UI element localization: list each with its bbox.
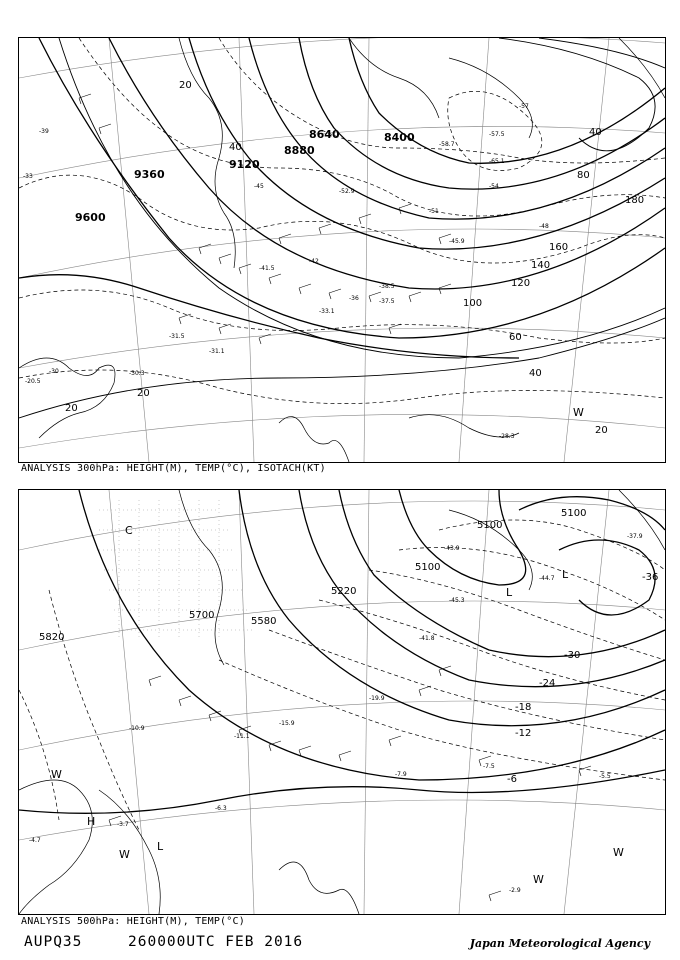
station-value-4: -33.1 <box>319 308 335 315</box>
temp-label-57: -57 <box>519 103 529 110</box>
temp-label-18: -18 <box>515 702 532 713</box>
height-label-5700: 5700 <box>189 610 215 621</box>
station-value-16: -44.7 <box>539 575 555 582</box>
temp-label-30: -30 <box>49 368 59 375</box>
height-label-9120: 9120 <box>229 158 260 171</box>
station-value-13: -28.3 <box>499 433 515 440</box>
station-value-4: -45.3 <box>449 597 465 604</box>
agency-name: Japan Meteorological Agency <box>469 937 650 950</box>
isotach-label-180: 180 <box>625 195 645 206</box>
height-contours-300 <box>19 38 665 358</box>
station-value-7: -45.9 <box>449 238 465 245</box>
station-value-6: -5.5 <box>599 773 611 780</box>
height-label-5100a: 5100 <box>415 562 441 573</box>
temp-label-30: -30 <box>564 650 581 661</box>
temp-label-6: -6 <box>507 774 517 785</box>
station-value-1: -11.1 <box>234 733 250 740</box>
temp-label-33: -33 <box>23 173 33 180</box>
isotach-label-20b: 20 <box>65 403 78 414</box>
height-label-8880: 8880 <box>284 144 315 157</box>
isotach-label-120: 120 <box>511 278 531 289</box>
station-value-6: -41.5 <box>259 265 275 272</box>
temp-label-42: -42 <box>309 258 319 265</box>
station-value-9: -6.3 <box>215 805 227 812</box>
isotachs-300 <box>19 38 665 418</box>
temp-label-39: -39 <box>39 128 49 135</box>
station-value-10: -58.7 <box>439 141 455 148</box>
map-300hpa <box>18 37 666 463</box>
map-symbol-w-3: W <box>613 846 624 859</box>
height-label-9600: 9600 <box>75 211 106 224</box>
map-symbol-h: H <box>87 815 96 828</box>
map-symbol-l-1: L <box>562 568 569 581</box>
station-value-5: -37.5 <box>379 298 395 305</box>
station-value-8: -2.9 <box>509 887 521 894</box>
isotach-label-100: 100 <box>463 298 483 309</box>
station-value-8: -57.5 <box>489 131 505 138</box>
station-value-14: -43.9 <box>444 545 460 552</box>
coastlines <box>19 38 665 462</box>
station-value-12: -10.9 <box>129 725 145 732</box>
station-value-14: -20.5 <box>25 378 41 385</box>
hatched-region-500 <box>99 500 254 640</box>
height-label-9360: 9360 <box>134 168 165 181</box>
isotach-label-40c: 40 <box>589 127 602 138</box>
map-500hpa <box>18 489 666 915</box>
temp-label-12: -12 <box>515 728 532 739</box>
station-value-11: -4.7 <box>29 837 41 844</box>
station-value-2: -15.9 <box>279 720 295 727</box>
height-label-8640: 8640 <box>309 128 340 141</box>
station-value-11: -38.5 <box>379 283 395 290</box>
station-value-5: -7.5 <box>483 763 495 770</box>
map-500hpa-canvas <box>19 490 665 914</box>
station-value-15: -37.9 <box>627 533 643 540</box>
height-label-5580: 5580 <box>251 616 277 627</box>
temp-label-36: -36 <box>349 295 359 302</box>
map-symbol-w-2: W <box>119 848 130 861</box>
valid-time: 260000UTC FEB 2016 <box>128 934 304 950</box>
height-label-5100c: 5100 <box>561 508 587 519</box>
station-value-1: -31.5 <box>169 333 185 340</box>
temp-label-45: -45 <box>254 183 264 190</box>
isotach-label-40b: 40 <box>529 368 542 379</box>
map-symbol-w-1: W <box>51 768 62 781</box>
temp-label-36: -36 <box>642 572 659 583</box>
station-value-3: -30.3 <box>129 370 145 377</box>
isotach-label-20c: 20 <box>137 388 150 399</box>
temp-label-51: -51 <box>429 208 439 215</box>
caption-300hpa: ANALYSIS 300hPa: HEIGHT(M), TEMP(°C), ISOTACH(KT) <box>21 463 326 474</box>
temp-label-48: -48 <box>539 223 549 230</box>
isotach-label-160: 160 <box>549 242 569 253</box>
height-label-5220: 5220 <box>331 586 357 597</box>
temp-label-24: -24 <box>539 678 556 689</box>
isotach-label-20d: 20 <box>595 425 608 436</box>
isotach-label-40a: 40 <box>229 142 242 153</box>
isotach-label-140: 140 <box>531 260 551 271</box>
chart-code: AUPQ35 <box>24 934 83 950</box>
station-value-13: -19.9 <box>369 695 385 702</box>
caption-500hpa: ANALYSIS 500hPa: HEIGHT(M), TEMP(°C) <box>21 916 245 927</box>
map-symbol-l-2: L <box>506 586 513 599</box>
graticule-500 <box>19 490 665 914</box>
station-value-7: -7.9 <box>395 771 407 778</box>
isotherms-500 <box>19 520 665 830</box>
temp-label-54: -54 <box>489 183 499 190</box>
map-symbol-l-3: L <box>157 840 164 853</box>
isotach-label-20a: 20 <box>179 80 192 91</box>
map-symbol-w-4: W <box>533 873 544 886</box>
station-value-12: -52.9 <box>339 188 355 195</box>
map-symbol-c: C <box>125 524 133 537</box>
height-label-5820: 5820 <box>39 632 65 643</box>
map-300hpa-canvas <box>19 38 665 462</box>
station-value-2: -31.1 <box>209 348 225 355</box>
graticule <box>19 38 665 462</box>
isotach-label-60: 60 <box>509 332 522 343</box>
height-label-8400: 8400 <box>384 131 415 144</box>
station-value-10: -3.7 <box>117 821 129 828</box>
height-label-5100b: 5100 <box>477 520 503 531</box>
map-symbol-w-300: W <box>573 406 584 419</box>
station-value-3: -41.8 <box>419 635 435 642</box>
station-value-9: -65.1 <box>489 158 505 165</box>
isotherms-300 <box>19 38 665 404</box>
coastlines-500 <box>19 490 665 914</box>
isotach-label-80: 80 <box>577 170 590 181</box>
